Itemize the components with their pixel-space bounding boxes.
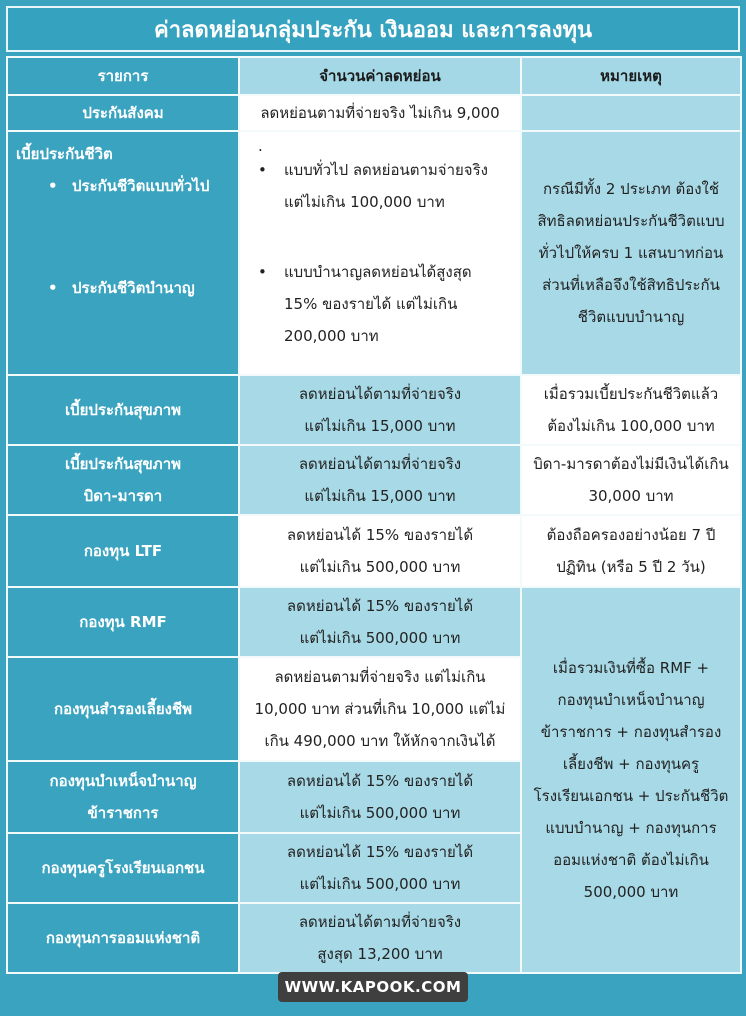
line: กองทุนบำเหน็จบำนาญ (557, 691, 705, 709)
life-sub-general (48, 170, 230, 202)
row-amount (239, 903, 521, 973)
line: ต้องไม่เกิน 100,000 บาท (547, 417, 715, 435)
line: ข้าราชการ (87, 804, 159, 822)
table-row-parents-health (7, 445, 741, 515)
line: ทั่วไปให้ครบ 1 แสนบาทก่อน (538, 244, 724, 262)
line: ลดหย่อนได้ 15% ของรายได้ (286, 526, 474, 544)
line: บิดา-มารดา (83, 487, 163, 505)
deduction-table (6, 56, 742, 974)
line: ออมแห่งชาติ ต้องไม่เกิน (553, 851, 709, 869)
table-row-rmf (7, 587, 741, 657)
page-title: ค่าลดหย่อนกลุ่มประกัน เงินออม และการลงทุน (6, 6, 740, 52)
line: เมื่อรวมเงินที่ซื้อ RMF + (552, 659, 710, 677)
row-note (521, 131, 741, 375)
line: แต่ไม่เกิน 500,000 บาท (299, 558, 461, 576)
line: เลี้ยงชีพ + กองทุนครู (562, 755, 700, 773)
row-label (7, 445, 239, 515)
header-amount: จำนวนค่าลดหย่อน (239, 57, 521, 95)
line: ลดหย่อนได้ 15% ของรายได้ (286, 772, 474, 790)
line: แต่ไม่เกิน 500,000 บาท (299, 804, 461, 822)
row-note (521, 515, 741, 587)
line: ลดหย่อนตามที่จ่ายจริง แต่ไม่เกิน (274, 668, 486, 686)
bullet-icon: • (258, 263, 267, 281)
line: ชีวิตแบบบำนาญ (577, 308, 685, 326)
table-header-row (7, 57, 741, 95)
row-amount (239, 833, 521, 903)
row-label: กองทุน RMF (7, 587, 239, 657)
line: เกิน 490,000 บาท ให้หักจากเงินได้ (264, 732, 496, 750)
line: ลดหย่อนได้ 15% ของรายได้ (286, 843, 474, 861)
row-amount (239, 131, 521, 375)
amount-general (258, 154, 512, 218)
table-row-ltf (7, 515, 741, 587)
line: บิดา-มารดาต้องไม่มีเงินได้เกิน (533, 455, 729, 473)
combined-note (521, 587, 741, 973)
row-amount (239, 375, 521, 445)
row-amount (239, 657, 521, 761)
table-row-health-insurance (7, 375, 741, 445)
line: เบี้ยประกันสุขภาพ (64, 455, 181, 473)
header-note: หมายเหตุ (521, 57, 741, 95)
life-sub-pension (48, 272, 230, 304)
line: โรงเรียนเอกชน + ประกันชีวิต (533, 787, 729, 805)
row-label (7, 761, 239, 833)
dot-mark: . (258, 137, 263, 155)
table-row-life-insurance (7, 131, 741, 375)
header-item: รายการ (7, 57, 239, 95)
line: ลดหย่อนได้ตามที่จ่ายจริง (298, 913, 462, 931)
line: 30,000 บาท (588, 487, 674, 505)
line: แบบบำนาญลดหย่อนได้สูงสุด (284, 263, 472, 281)
line: 10,000 บาท ส่วนที่เกิน 10,000 แต่ไม่ (254, 700, 506, 718)
life-label: เบี้ยประกันชีวิต (16, 145, 113, 163)
amount-pension (258, 256, 512, 352)
line: ต้องถือครองอย่างน้อย 7 ปี (546, 526, 716, 544)
row-label: กองทุนสำรองเลี้ยงชีพ (7, 657, 239, 761)
amount-text (284, 154, 488, 218)
row-label: กองทุนการออมแห่งชาติ (7, 903, 239, 973)
line: ลดหย่อนได้ตามที่จ่ายจริง (298, 385, 462, 403)
row-note (521, 445, 741, 515)
line: ลดหย่อนได้ 15% ของรายได้ (286, 597, 474, 615)
row-note (521, 95, 741, 131)
line: สิทธิลดหย่อนประกันชีวิตแบบ (537, 212, 725, 230)
line: 500,000 บาท (583, 883, 679, 901)
row-amount: ลดหย่อนตามที่จ่ายจริง ไม่เกิน 9,000 (239, 95, 521, 131)
sub-label: ประกันชีวิตบำนาญ (72, 279, 195, 297)
line: 200,000 บาท (284, 327, 379, 345)
line: กรณีมีทั้ง 2 ประเภท ต้องใช้ (542, 180, 720, 198)
line: แบบทั่วไป ลดหย่อนตามจ่ายจริง (284, 161, 488, 179)
table-row-social-security (7, 95, 741, 131)
row-label: กองทุน LTF (7, 515, 239, 587)
amount-text (284, 256, 472, 352)
line: กองทุนบำเหน็จบำนาญ (49, 772, 197, 790)
row-label: ประกันสังคม (7, 95, 239, 131)
line: แต่ไม่เกิน 500,000 บาท (299, 875, 461, 893)
line: แต่ไม่เกิน 100,000 บาท (284, 193, 445, 211)
row-note (521, 375, 741, 445)
kapook-watermark[interactable]: WWW.KAPOOK.COM (278, 972, 468, 1002)
line: สูงสุด 13,200 บาท (317, 945, 443, 963)
bullet-icon: • (258, 161, 267, 179)
line: 15% ของรายได้ แต่ไม่เกิน (284, 295, 458, 313)
line: แต่ไม่เกิน 15,000 บาท (304, 487, 456, 505)
line: ปฏิทิน (หรือ 5 ปี 2 วัน) (556, 558, 706, 576)
line: ข้าราชการ + กองทุนสำรอง (540, 723, 722, 741)
line: แต่ไม่เกิน 500,000 บาท (299, 629, 461, 647)
row-amount (239, 445, 521, 515)
line: แต่ไม่เกิน 15,000 บาท (304, 417, 456, 435)
row-label: กองทุนครูโรงเรียนเอกชน (7, 833, 239, 903)
line: แบบบำนาญ + กองทุนการ (545, 819, 717, 837)
row-label (7, 131, 239, 375)
row-amount (239, 761, 521, 833)
line: ลดหย่อนได้ตามที่จ่ายจริง (298, 455, 462, 473)
sub-label: ประกันชีวิตแบบทั่วไป (72, 177, 210, 195)
line: ส่วนที่เหลือจึงใช้สิทธิประกัน (542, 276, 720, 294)
row-amount (239, 587, 521, 657)
row-amount (239, 515, 521, 587)
line: เมื่อรวมเบี้ยประกันชีวิตแล้ว (543, 385, 719, 403)
row-label: เบี้ยประกันสุขภาพ (7, 375, 239, 445)
bullet-icon: • (48, 177, 58, 195)
bullet-icon: • (48, 279, 58, 297)
